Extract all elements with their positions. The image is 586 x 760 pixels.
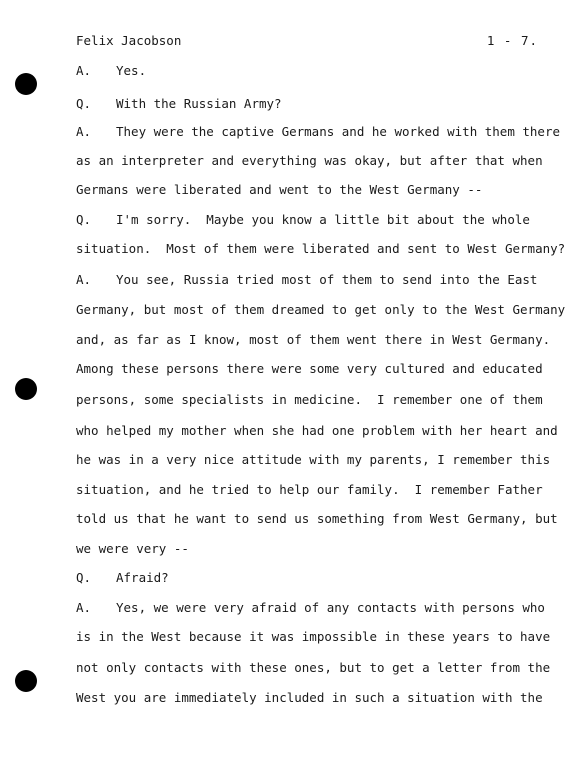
transcript-line <box>76 302 565 318</box>
speaker-label: Q. <box>76 212 92 227</box>
line-text: we were very -- <box>76 541 189 556</box>
transcript-line <box>76 332 550 348</box>
transcript-line <box>76 629 550 645</box>
transcript-line <box>76 660 550 676</box>
header-name: Felix Jacobson <box>76 33 182 48</box>
speaker-label: A. <box>76 272 92 287</box>
punch-hole-bottom <box>15 670 37 692</box>
punch-hole-middle <box>15 378 37 400</box>
speaker-label: Q. <box>76 96 92 111</box>
line-text: is in the West because it was impossible in these years to have <box>76 629 551 644</box>
transcript-line <box>76 124 560 140</box>
transcript-line <box>76 212 530 228</box>
line-text: Among these persons there were some very cultured and educated <box>76 361 543 376</box>
transcript-line <box>76 511 558 527</box>
line-text: and, as far as I know, most of them went there in West Germany. <box>76 332 551 347</box>
line-text: told us that he want to send us something from West Germany, but <box>76 511 558 526</box>
transcript-line <box>76 63 146 79</box>
line-text: who helped my mother when she had one problem with her heart and <box>76 423 558 438</box>
transcript-line <box>76 182 482 198</box>
line-text: situation. Most of them were liberated and sent to West Germany? <box>76 241 566 256</box>
line-text: You see, Russia tried most of them to send into the East <box>116 272 538 287</box>
line-text: They were the captive Germans and he worked with them there <box>116 124 561 139</box>
line-text: With the Russian Army? <box>116 96 282 111</box>
transcript-line <box>76 600 545 616</box>
transcript-line <box>76 153 543 169</box>
transcript-line <box>76 541 189 557</box>
transcript-line <box>76 361 543 377</box>
line-text: situation, and he tried to help our family. I remember Father <box>76 482 543 497</box>
transcript-line <box>76 241 565 257</box>
transcript-line <box>76 482 543 498</box>
speaker-label: A. <box>76 600 92 615</box>
line-text: Afraid? <box>116 570 169 585</box>
transcript-line <box>76 690 543 706</box>
transcript-line <box>76 96 282 112</box>
line-text: not only contacts with these ones, but to get a letter from the <box>76 660 551 675</box>
line-text: I'm sorry. Maybe you know a little bit about the whole <box>116 212 530 227</box>
transcript-line <box>76 272 537 288</box>
transcript-line <box>76 392 543 408</box>
transcript-line <box>76 452 550 468</box>
line-text: Yes. <box>116 63 147 78</box>
transcript-line <box>76 423 558 439</box>
transcript-line <box>76 570 169 586</box>
line-text: persons, some specialists in medicine. I remember one of them <box>76 392 543 407</box>
line-text: he was in a very nice attitude with my parents, I remember this <box>76 452 551 467</box>
line-text: West you are immediately included in such a situation with the <box>76 690 543 705</box>
page-number: 1 - 7. <box>486 33 538 48</box>
line-text: as an interpreter and everything was okay, but after that when <box>76 153 543 168</box>
line-text: Yes, we were very afraid of any contacts with persons who <box>116 600 545 615</box>
punch-hole-top <box>15 73 37 95</box>
speaker-label: A. <box>76 63 92 78</box>
speaker-label: Q. <box>76 570 92 585</box>
speaker-label: A. <box>76 124 92 139</box>
line-text: Germans were liberated and went to the West Germany -- <box>76 182 483 197</box>
line-text: Germany, but most of them dreamed to get only to the West Germany <box>76 302 566 317</box>
